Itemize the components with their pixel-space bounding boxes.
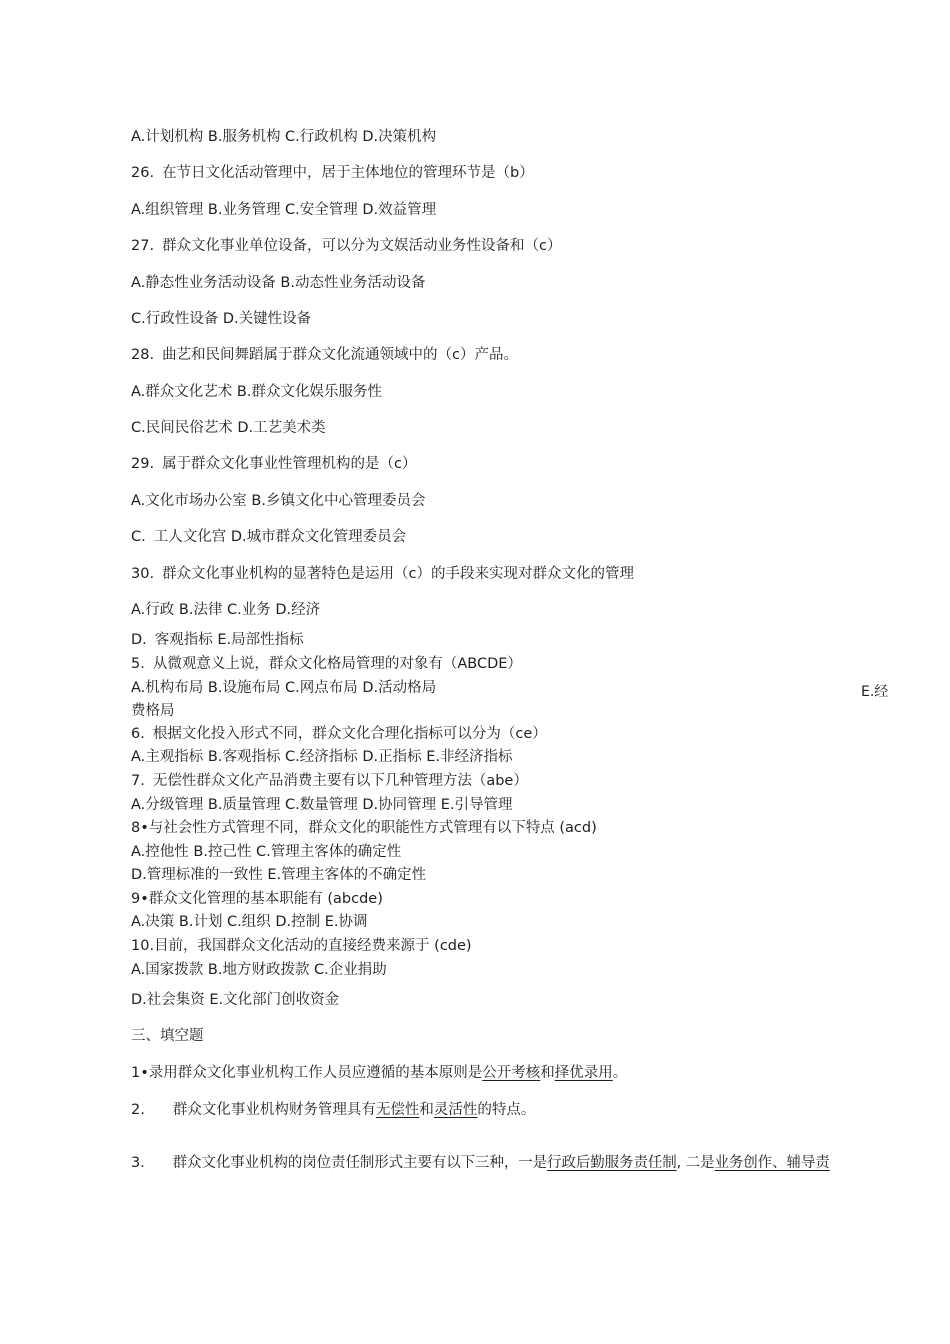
question-10: 10.目前，我国群众文化活动的直接经费来源于 (cde) <box>131 938 472 954</box>
option-line: A.机构布局 B.设施布局 C.网点布局 D.活动格局 <box>131 680 437 696</box>
answer-underline: 灵活性 <box>433 1102 478 1118</box>
option-line: 费格局 <box>131 703 175 719</box>
answer-underline: 择优录用 <box>554 1065 613 1081</box>
answer-underline: 业务创作、辅导责 <box>714 1155 830 1171</box>
option-line: A.控他性 B.控己性 C.管理主客体的确定性 <box>131 844 402 860</box>
option-line: A.决策 B.计划 C.组织 D.控制 E.协调 <box>131 914 368 930</box>
option-line: A.主观指标 B.客观指标 C.经济指标 D.正指标 E.非经济指标 <box>131 749 513 765</box>
option-line: A.文化市场办公室 B.乡镇文化中心管理委员会 <box>131 493 426 509</box>
option-line: C.民间民俗艺术 D.工艺美术类 <box>131 420 326 436</box>
question-26: 26. 在节日文化活动管理中，居于主体地位的管理环节是（b） <box>131 165 534 181</box>
question-27: 27. 群众文化事业单位设备，可以分为文娱活动业务性设备和（c） <box>131 238 562 254</box>
option-line: A.行政 B.法律 C.业务 D.经济 <box>131 602 321 618</box>
option-line: A.分级管理 B.质量管理 C.数量管理 D.协同管理 E.引导管理 <box>131 797 513 813</box>
option-line: D.社会集资 E.文化部门创收资金 <box>131 992 340 1008</box>
fill-question-3: 3. 群众文化事业机构的岗位责任制形式主要有以下三种，一是行政后勤服务责任制, 二是业务创作、辅导责 <box>131 1155 830 1171</box>
answer-underline: 无偿性 <box>375 1102 420 1118</box>
question-5: 5. 从微观意义上说，群众文化格局管理的对象有（ABCDE） <box>131 656 522 672</box>
question-7: 7. 无偿性群众文化产品消费主要有以下几种管理方法（abe） <box>131 773 528 789</box>
question-30: 30. 群众文化事业机构的显著特色是运用（c）的手段来实现对群众文化的管理 <box>131 566 635 582</box>
question-6: 6. 根据文化投入形式不同，群众文化合理化指标可以分为（ce） <box>131 726 547 742</box>
question-9: 9•群众文化管理的基本职能有 (abcde) <box>131 891 383 907</box>
fill-question-1: 1•录用群众文化事业机构工作人员应遵循的基本原则是公开考核和择优录用。 <box>131 1065 628 1081</box>
answer-underline: 公开考核 <box>482 1065 541 1081</box>
option-line: A.组织管理 B.业务管理 C.安全管理 D.效益管理 <box>131 202 437 218</box>
option-line: D. 客观指标 E.局部性指标 <box>131 632 304 648</box>
question-28: 28. 曲艺和民间舞蹈属于群众文化流通领域中的（c）产品。 <box>131 347 519 363</box>
overflow-fragment: E.经 <box>861 684 889 700</box>
question-8: 8•与社会性方式管理不同，群众文化的职能性方式管理有以下特点 (acd) <box>131 820 597 836</box>
section-heading: 三、填空题 <box>131 1028 204 1044</box>
option-line: C. 工人文化宫 D.城市群众文化管理委员会 <box>131 529 407 545</box>
option-line: A.群众文化艺术 B.群众文化娱乐服务性 <box>131 384 382 400</box>
option-line: A.静态性业务活动设备 B.动态性业务活动设备 <box>131 275 426 291</box>
fill-question-2: 2. 群众文化事业机构财务管理具有无偿性和灵活性的特点。 <box>131 1102 536 1118</box>
answer-underline: 行政后勤服务责任制 <box>547 1155 677 1171</box>
option-line: C.行政性设备 D.关键性设备 <box>131 311 312 327</box>
option-line: A.国家拨款 B.地方财政拨款 C.企业捐助 <box>131 962 387 978</box>
option-line: A.计划机构 B.服务机构 C.行政机构 D.决策机构 <box>131 129 437 145</box>
option-line: D.管理标准的一致性 E.管理主客体的不确定性 <box>131 867 427 883</box>
question-29: 29. 属于群众文化事业性管理机构的是（c） <box>131 456 417 472</box>
